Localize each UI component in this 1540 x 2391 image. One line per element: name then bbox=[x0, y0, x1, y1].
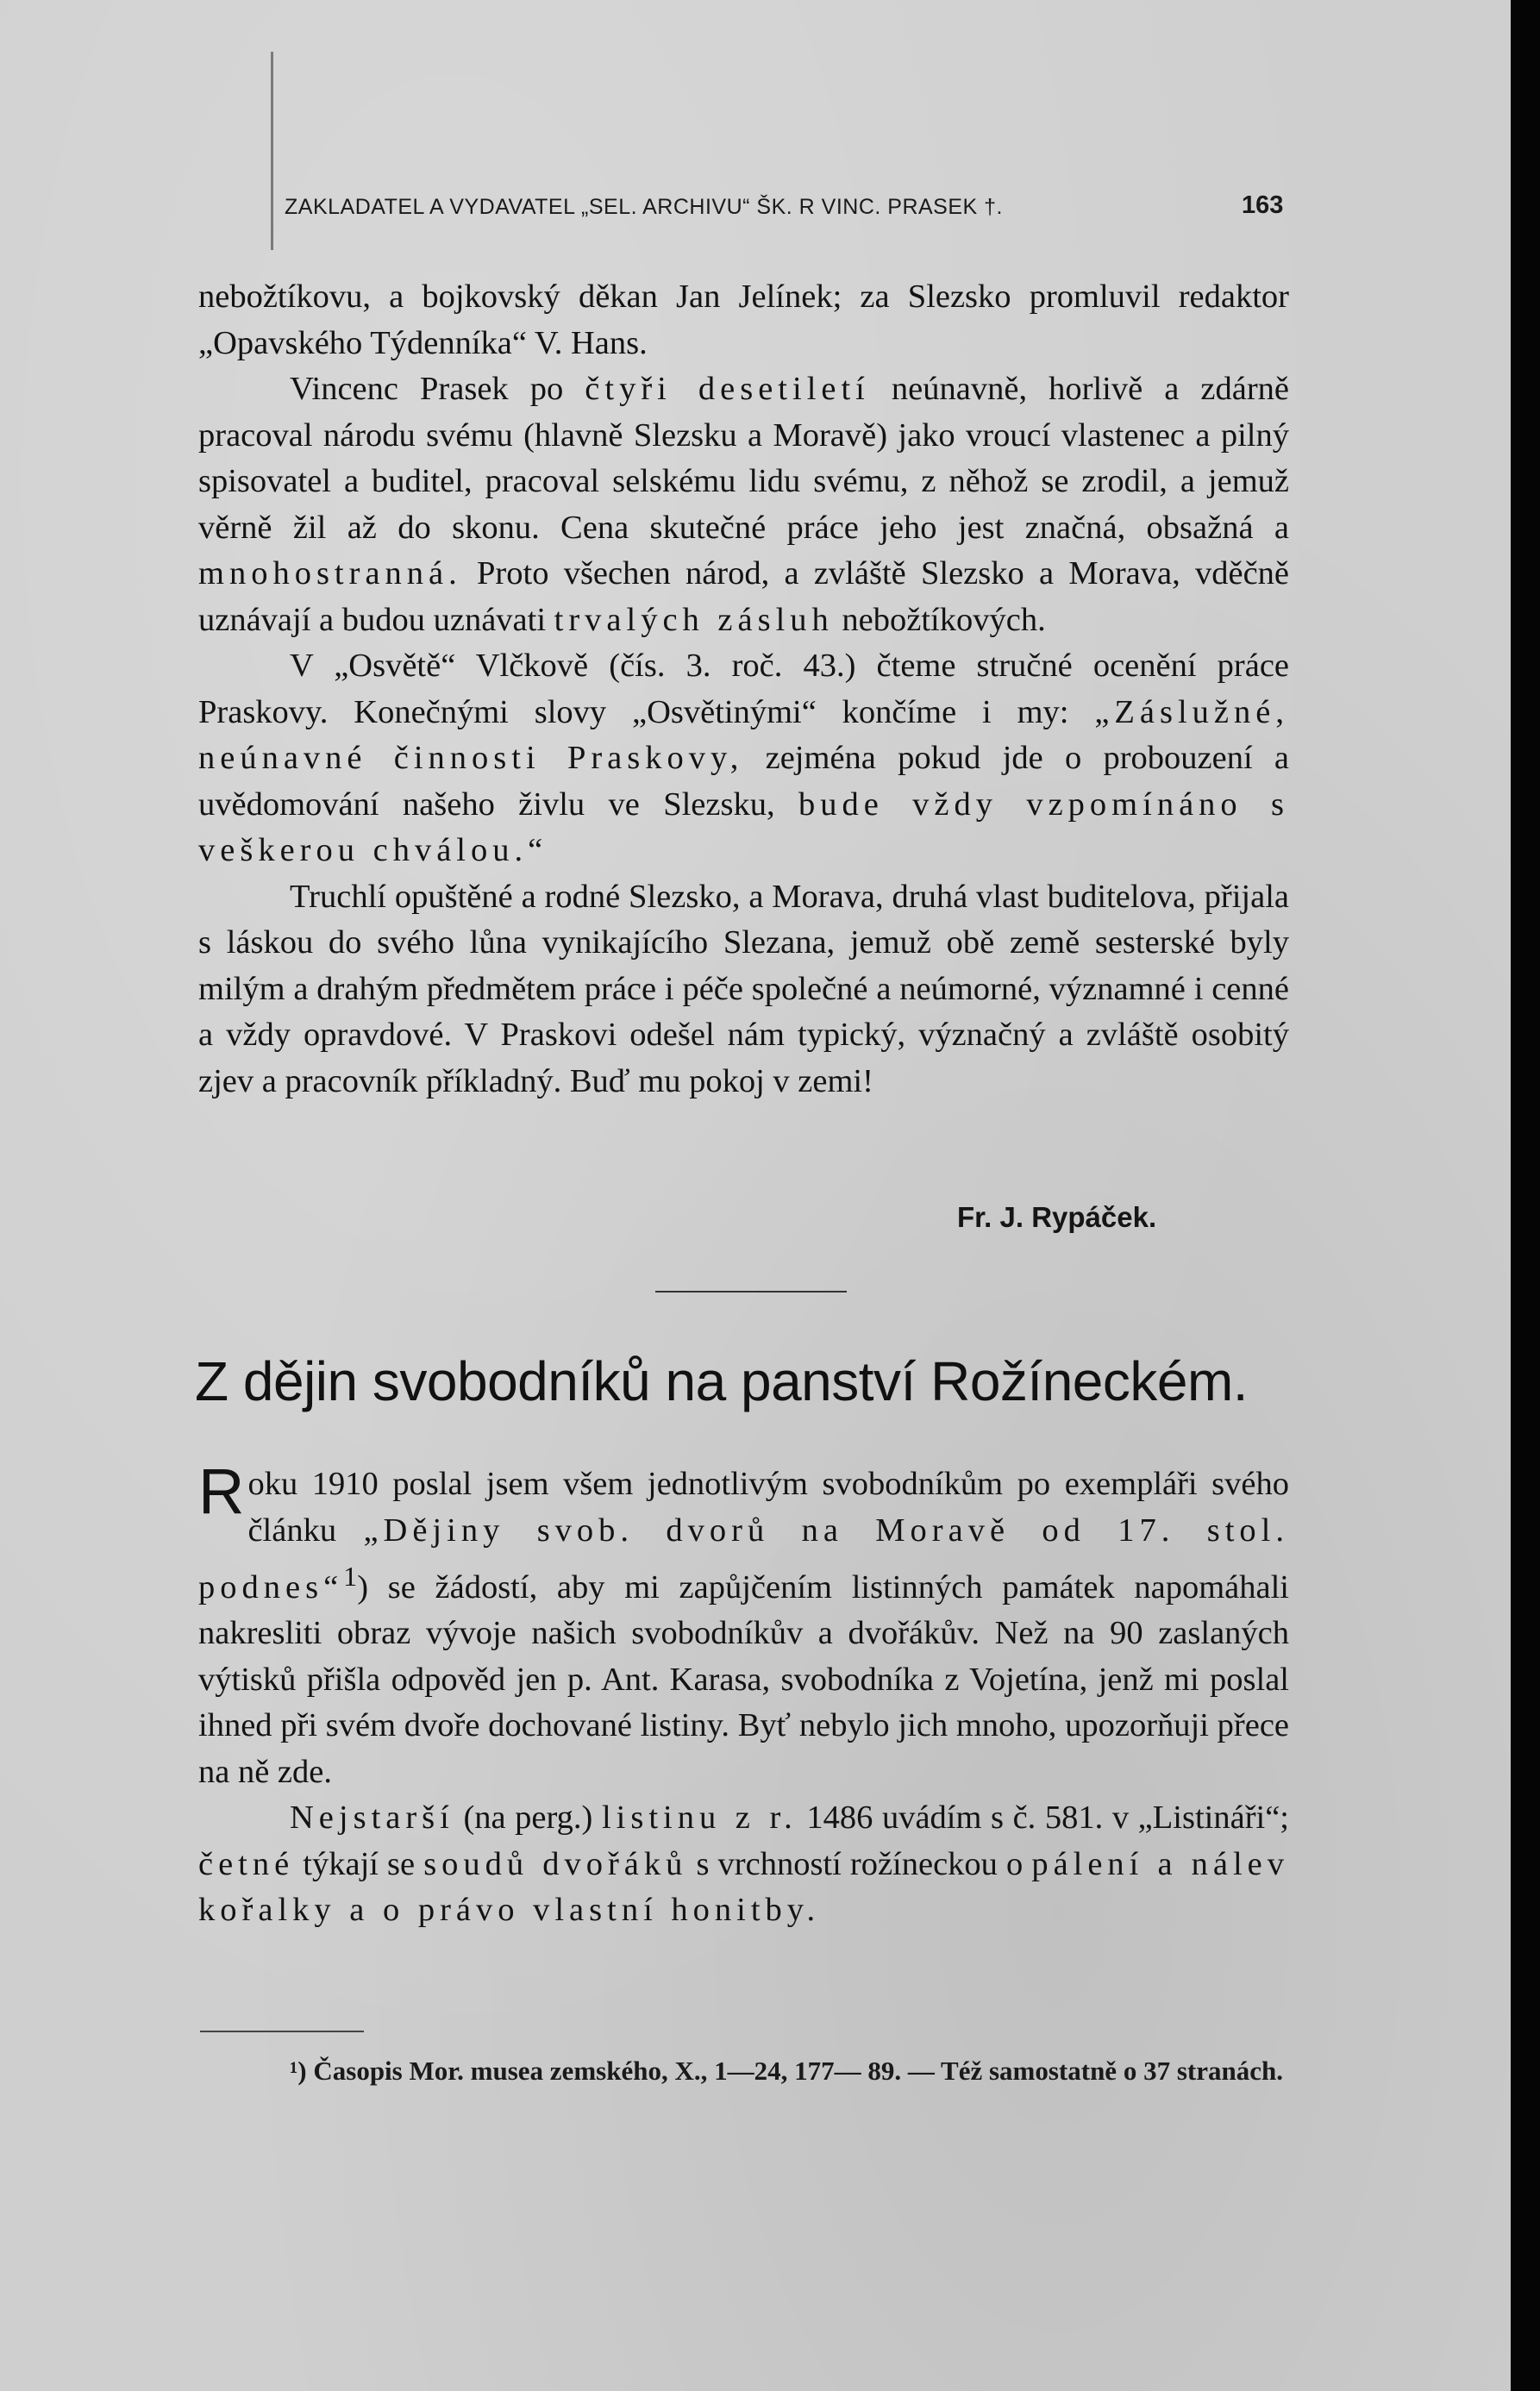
paragraph: Truchlí opuštěné a rodné Slezsko, a Morava, druhá vlast buditelova, přijala s láskou do svého lůna vynikajícího Slezana, jemuž obě země sesterské byly milým a drahým předmětem práce i péče společné a neúmorné, významné i cenné a vždy opravdové. V Praskovi odešel nám typický, význačný a zvláště osobitý zjev a pracovník příkladný. Buď mu pokoj v zemi! bbox=[198, 878, 1289, 1099]
paragraph: V „Osvětě“ Vlčkově (čís. 3. roč. 43.) čteme stručné ocenění práce Praskovy. Konečnými slovy „Osvětinými“ končíme i my: „Záslužné, neúnavné činnosti Praskovy, zejména pokud jde o probouzení a uvědomování našeho živlu ve Slezsku, bude vždy vzpomínáno s veškerou chválou.“ bbox=[198, 648, 1289, 868]
section-divider bbox=[655, 1291, 847, 1293]
article-text bbox=[198, 1455, 1290, 1934]
signature: Fr. J. Rypáček. bbox=[957, 1201, 1157, 1233]
margin-mark bbox=[271, 52, 273, 250]
paragraph: Roku 1910 poslal jsem všem jednotlivým svobodníkům po exempláři svého článku „Dějiny svob. dvorů na Moravě od 17. stol. podnes“$^1$) se žádostí, aby mi zapůjčením listinných památek napomáhali nakresliti obraz vývoje našich svobodníkův a dvořákův. Než na 90 zaslaných výtisků přišla odpověd jen p. Ant. Karasa, svobodníka z Vojetína, jenž mi poslal ihned při svém dvoře dochované listiny. Byť nebylo jich mnoho, upozorňuji přece na ně zde. bbox=[198, 1455, 1290, 1790]
drop-cap: R bbox=[198, 1455, 245, 1527]
footnote bbox=[198, 2052, 1289, 2090]
page-number: 163 bbox=[1242, 191, 1284, 219]
paragraph: Nejstarší (na perg.) listinu z r. 1486 uvádím s č. 581. v „Listináři“; četné týkají se soudů dvořáků s vrchností rožíneckou o pálení a nálev kořalky a o právo vlastní honitby. bbox=[198, 1800, 1290, 1929]
scan-edge bbox=[1511, 0, 1540, 2391]
running-head: ZAKLADATEL A VYDAVATEL „SEL. ARCHIVU“ ŠK. R VINC. PRASEK †. bbox=[285, 195, 1003, 219]
article-title: Z dějin svobodníků na panství Rožíneckém. bbox=[195, 1350, 1249, 1412]
paragraph: nebožtíkovu, a bojkovský děkan Jan Jelínek; za Slezsko promluvil redaktor „Opavského Týdenníka“ V. Hans. bbox=[198, 279, 1289, 361]
obituary-text bbox=[198, 274, 1289, 1105]
footnote-text: ¹) Časopis Mor. musea zemského, X., 1—24, 177— 89. — Též samostatně o 37 stranách. bbox=[290, 2056, 1283, 2086]
footnote-rule bbox=[200, 2031, 364, 2032]
paragraph: Vincenc Prasek po čtyři desetiletí neúnavně, horlivě a zdárně pracoval národu svému (hlavně Slezsku a Moravě) jako vroucí vlastenec a pilný spisovatel a buditel, pracoval selskému lidu svému, z něhož se zrodil, a jemuž věrně žil až do skonu. Cena skutečné práce jeho jest značná, obsažná a mnohostranná. Proto všechen národ, a zvláště Slezsko a Morava, vděčně uznávají a budou uznávati trvalých zásluh nebožtíkových. bbox=[198, 371, 1289, 638]
